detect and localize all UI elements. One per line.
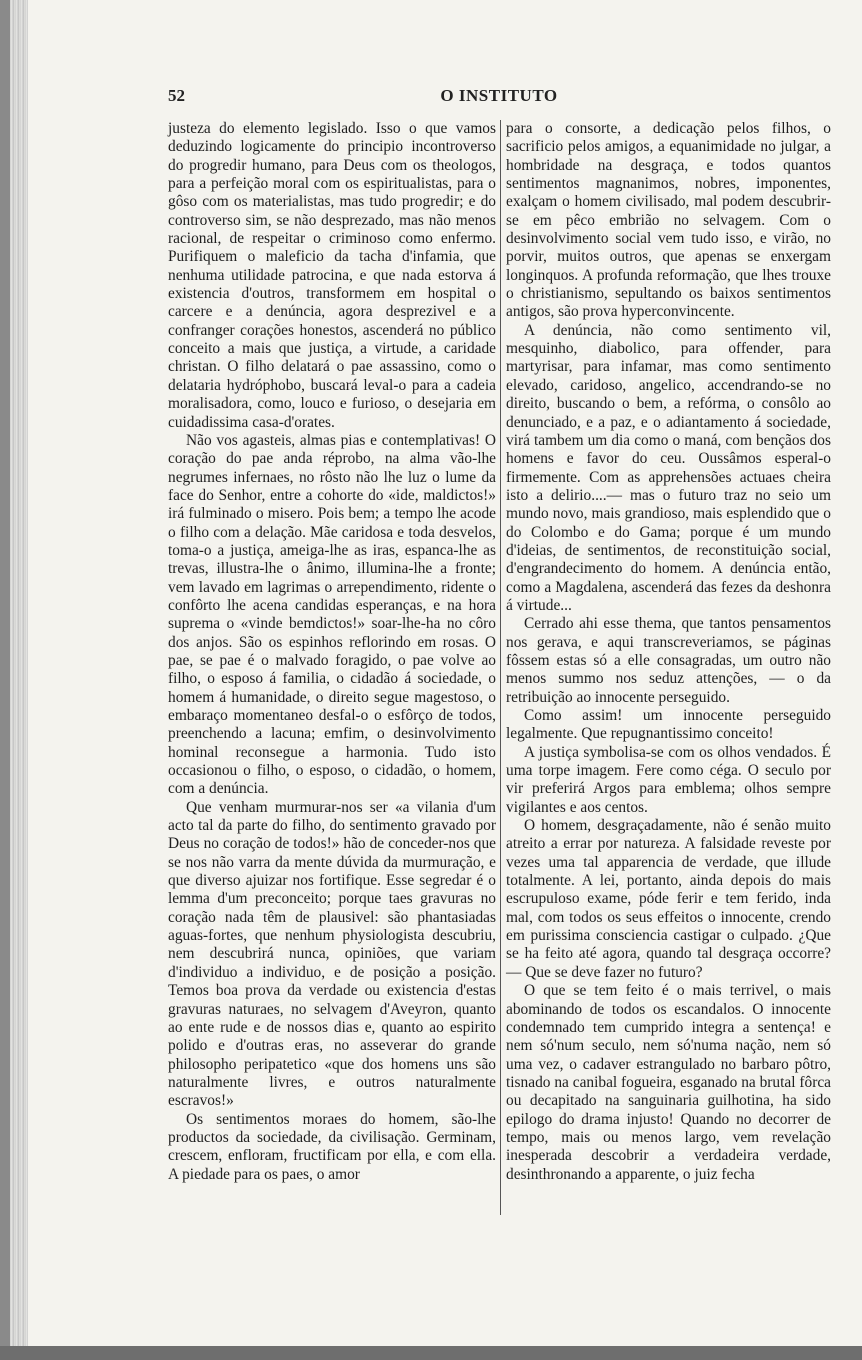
paragraph: O homem, desgraçadamente, não é senão muito atreito a errar por natureza. A falsidade reveste por vezes uma tal apparencia de verdade, que illude totalmente. A lei, portanto, ainda depois do mais escrupuloso exame, póde ferir e tem ferido, inda mal, com todos os seus effeitos o innocente, crendo em purissima consciencia castigar o culpado. ¿Que se ha feito até agora, quando tal desgraça occorre? — Que se deve fazer no futuro? [506,817,831,981]
paragraph: Que venham murmurar-nos ser «a vilania d'um acto tal da parte do filho, do sentimento gravado por Deus no coração de todos!» hão de conceder-nos que se nos não varra da mente dúvida da murmuração, e que diverso ajuizar nos fortifique. Esse segredar é o lemma d'um preconceito; porque taes gravuras no coração nada têm de plausivel: são phantasiadas aguas-fortes, que nenhum physiologista descubriu, nem descubrirá nunca, opiniões, que variam d'individuo a individuo, e de posição a posição. Temos boa prova da verdade ou existencia d'estas gravuras naturaes, no selvagem d'Aveyron, quanto ao ente rude e de nossos dias e, quanto ao espirito polido e d'outras eras, no asseverar do grande philosopho peripatetico «que dos homens uns são naturalmente livres, e outros naturalmente escravos!» [168,798,496,1110]
page-bottom-edge [0,1346,862,1360]
paragraph: O que se tem feito é o mais terrivel, o mais abominando de todos os escandalos. O innocente condemnado tem cumprido integra a sentença! e nem só'num seculo, nem só'numa nação, nem só uma vez, o cadaver estrangulado no barbaro pôtro, tisnado na canibal fogueira, esganado na brutal fôrca ou decapitado na sanguinaria guilhotina, ha sido epilogo do drama injusto! Quando no decorrer de tempo, mais ou menos largo, vem revelação inesperada descobrir a verdadeira verdade, desinthronando a apparente, o juiz fecha [506,982,831,1183]
paragraph: para o consorte, a dedicação pelos filhos, o sacrificio pelos amigos, a equanimidade no julgar, a hombridade na desgraça, e todos quantos sentimentos magnanimos, nobres, imponentes, exalçam o homem civilisado, mal podem descubrir-se em pêco embrião no selvagem. Com o desinvolvimento social vem tudo isso, e virão, no porvir, muitos outros, que apenas se enxergam longinquos. A profunda reformação, que lhes trouxe o christianismo, sepultando os baixos sentimentos antigos, são prova hyperconvincente. [506,120,831,321]
paragraph: Cerrado ahi esse thema, que tantos pensamentos nos gerava, e aqui transcreveriamos, se páginas fôssem estas só a elle consagradas, um outro não menos summo nos seduz attenções, — o da retribuição ao innocente perseguido. [506,615,831,706]
paragraph: justeza do elemento legislado. Isso o que vamos deduzindo logicamente do principio incontroverso do progredir humano, para Deus com os theologos, para a perfeição moral com os espiritualistas, para o gôso com os materialistas, mas tudo progredir; e do controverso sim, se não desprezado, mas não menos racional, de respeitar o criminoso como enfermo. Purifiquem o maleficio da tacha d'infamia, que nenhuma utilidade patrocina, e que nada estorva á existencia d'outros, transformem em hospital o carcere e a denúncia, agora desprezivel e a confranger corações honestos, ascenderá no público conceito a mais que justiça, a virtude, a caridade christan. O filho delatará o pae assassino, como o delataria hydróphobo, buscará leval-o para a cadeia moralisadora, como, louco e furioso, o desejaria em cuidadissima casa-d'orates. [168,120,496,431]
book-page [10,0,862,1346]
paragraph: A justiça symbolisa-se com os olhos vendados. É uma torpe imagem. Fere como céga. O seculo por vir preferirá Argos para emblema; olhos sempre vigilantes e aos centos. [506,743,831,816]
page-number: 52 [168,86,185,105]
right-column [506,120,831,1184]
running-title: O INSTITUTO [440,86,558,105]
paragraph: Os sentimentos moraes do homem, são-lhe productos da sociedade, da civilisação. Germinam, crescem, enfloram, fructificam por ella, e com ella. A piedade para os paes, o amor [168,1110,496,1183]
book-binding-edge [10,0,28,1346]
column-divider [500,120,501,1215]
paragraph: A denúncia, não como sentimento vil, mesquinho, diabolico, para offender, para martyrisar, para infamar, mas como sentimento elevado, caridoso, angelico, accendrando-se no direito, buscando o bem, a refórma, o consôlo ao denunciado, e a paz, e o adiantamento á sociedade, virá tambem um dia como o maná, com bençãos dos homens e favor do ceu. Oussâmos esperal-o firmemente. Com as apprehensões actuaes cheira isto a delirio....— mas o futuro traz no seio um mundo novo, mais grandioso, mais esplendido que o do Colombo e do Gama; porque é um mundo d'ideias, de sentimentos, de reconstituição social, d'engrandecimento do homem. A denúncia então, como a Magdalena, ascenderá das fezes da deshonra á virtude... [506,321,831,614]
paragraph: Não vos agasteis, almas pias e contemplativas! O coração do pae anda réprobo, na alma vão-lhe negrumes infernaes, no rôsto não lhe luz o lume da face do Senhor, entre a cohorte do «ide, maldictos!» irá fulminado o misero. Pois bem; a tempo lhe acode o filho com a delação. Mãe caridosa e toda desvelos, toma-o a justiça, ameiga-lhe as iras, espanca-lhe as trevas, illustra-lhe o ânimo, illumina-lhe a fronte; vem lavado em lagrimas o arrependimento, ridente o confôrto lhe acena candidas esperanças, e na hora suprema o «vinde bemdictos!» soar-lhe-ha no côro dos anjos. São os espinhos reflorindo em rosas. O pae, se pae é o malvado foragido, o pae volve ao filho, o esposo á familia, o cidadão á sociedade, o homem á humanidade, o direito segue magestoso, o embaraço momentaneo desfal-o o esfôrço de todos, preenchendo a lacuna; emfim, o desinvolvimento hominal reconsegue a harmonia. Tudo isto occasionou o filho, o esposo, o cidadão, o homem, com a denúncia. [168,431,496,798]
paragraph: Como assim! um innocente perseguido legalmente. Que repugnantissimo conceito! [506,707,831,743]
page-header [168,86,830,108]
left-column [168,120,496,1184]
